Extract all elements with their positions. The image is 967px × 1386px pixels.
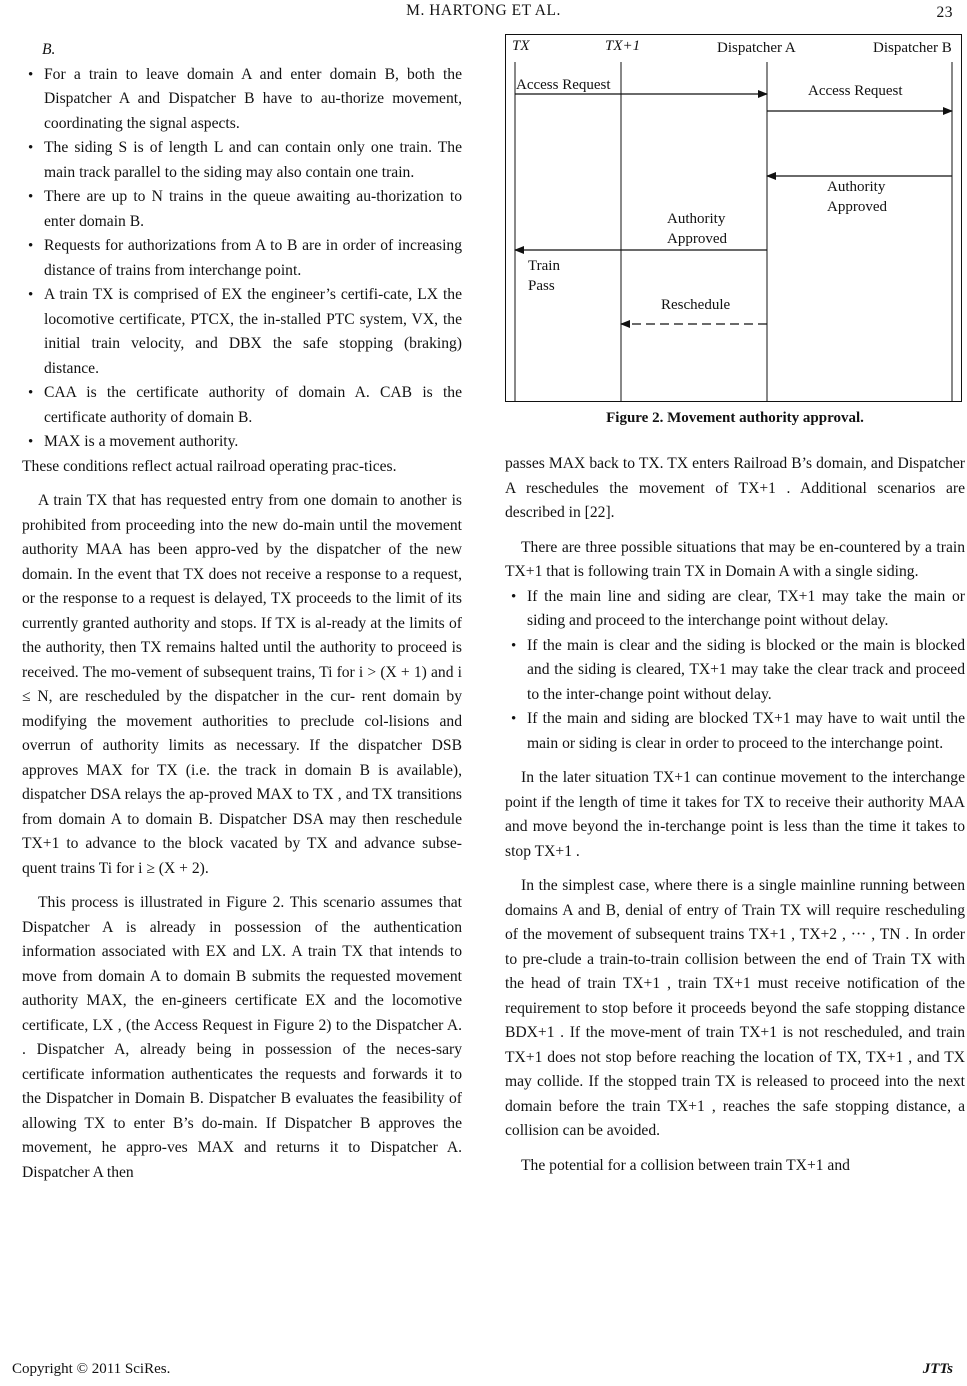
msg-pass: Pass	[528, 278, 555, 294]
continued-text: B.	[42, 41, 56, 58]
lane-label-dispatcher-b: Dispatcher B	[873, 40, 952, 56]
lane-label-tx1: TX+1	[605, 38, 641, 54]
paragraph: This process is illustrated in Figure 2. This scenario assumes that Dispatcher A is already in possession of the authentication information associated with EX and LX. A train TX that intends to move from domain A to domain B submits the requested movement authority MAX, the en-gineers certificate EX and the locomotive certificate, LX , (the Access Request in Figure 2) to the Dispatcher A. . Dispatcher A, already being in possession of the neces-sary certificate information authenticates the requests and forwards it to the Dispatcher in Domain B. Dispatcher B evaluates the feasibility of allowing TX to enter B’s do-main. If Dispatcher B approves the movement, he appro-ves MAX and returns it to Dispatcher A. Dispatcher A then	[22, 894, 462, 1181]
paragraph: These conditions reflect actual railroad operating prac-tices.	[22, 457, 397, 475]
lane-label-tx: TX	[512, 38, 530, 54]
list-item: • The siding S is of length L and can contain only one train. The main track parallel to the siding may also contain one train.	[22, 136, 462, 185]
paragraph: passes MAX back to TX. TX enters Railroad B’s domain, and Dispatcher A reschedules the movement of TX+1 . Additional scenarios are described in [22].	[505, 455, 965, 521]
conditions-list	[22, 63, 462, 455]
paragraph: A train TX that has requested entry from one domain to another is prohibited from proceeding into the new do-main until the movement authority MAA has been appro-ved by the dispatcher of the new domain. In the event that TX does not receive a response to a request, or the response to a request is delayed, TX proceeds to the limit of its currently granted authority and stops. If TX is al-ready at the limits of the authority, then TX remains halted until the authority to proceed is received. The mo-vement of subsequent trains, Ti for i > (X + 1) and i ≤ N, are rescheduled by the dispatcher in the cur- rent domain by modifying the movement authorities to preclude col-lisions and overrun of authority limits as necessary. If the dispatcher DSB approves MAX for TX (i.e. the track in domain B is available), dispatcher DSA relays the ap-proved MAX to TX , and TX transitions from domain A to domain B. Dispatcher DSA may then reschedule TX+1 to advance to the block vacated by TX and advance subse-quent trains Ti for i ≥ (X + 2).	[22, 492, 462, 877]
list-item: • CAA is the certificate authority of domain A. CAB is the certificate authority of domain B.	[22, 381, 462, 430]
list-item: • If the main line and siding are clear, TX+1 may take the main or siding and proceed to the interchange point without delay.	[505, 585, 965, 634]
msg-access-request: Access Request	[516, 77, 611, 93]
msg-reschedule: Reschedule	[661, 297, 731, 313]
msg-authority: Authority	[667, 211, 726, 227]
msg-approved: Approved	[667, 231, 727, 247]
msg-authority: Authority	[827, 179, 886, 195]
left-column	[22, 38, 462, 1185]
paragraph: In the later situation TX+1 can continue movement to the interchange point if the length of time it takes for TX to receive their authority MAA and move beyond the in-terchange point is less than the time it takes to stop TX+1 .	[505, 769, 965, 860]
paragraph: In the simplest case, where there is a single mainline running between domains A and B, denial of entry of Train TX will require rescheduling of the movement of subsequent trains TX+1 , TX+2 , ··· , TN . In order to pre-clude a train-to-train collision between the end of Train TX with the head of train TX+1 , train TX+1 must receive notification of the requirement to stop before it proceeds beyond the safe stopping distance BDX+1 . If the move-ment of train TX+1 is not rescheduled, and train TX+1 does not stop before reaching the location of TX, TX+1 , and TX may collide. If the stopped train TX is released to proceed into the next domain before the train TX+1 , reaches the safe stopping distance, a collision can be avoided.	[505, 877, 965, 1139]
list-item: • There are up to N trains in the queue awaiting au-thorization to enter domain B.	[22, 185, 462, 234]
list-item: • If the main is clear and the siding is blocked or the main is blocked and the siding is cleared, TX+1 may take the clear track and proceed to the inter-change point without delay.	[505, 634, 965, 708]
page-number: 23	[936, 4, 953, 21]
msg-approved: Approved	[827, 199, 887, 215]
list-item: • Requests for authorizations from A to B are in order of increasing distance of trains from interchange point.	[22, 234, 462, 283]
paragraph: The potential for a collision between train TX+1 and	[521, 1156, 850, 1174]
right-column	[505, 452, 965, 1178]
msg-access-request: Access Request	[808, 83, 903, 99]
list-item: • MAX is a movement authority.	[22, 430, 462, 455]
journal-name: JTTs	[922, 1361, 953, 1377]
sequence-diagram	[505, 34, 962, 402]
paragraph: There are three possible situations that may be en-countered by a train TX+1 that is following train TX in Domain A with a single siding.	[505, 538, 965, 580]
figure-caption: Figure 2. Movement authority approval.	[606, 410, 864, 426]
list-item: • If the main and siding are blocked TX+1 may have to wait until the main or siding is clear in order to proceed to the interchange point.	[505, 707, 965, 756]
msg-train: Train	[528, 258, 560, 274]
lane-label-dispatcher-a: Dispatcher A	[717, 40, 796, 56]
copyright-notice: Copyright © 2011 SciRes.	[12, 1361, 171, 1377]
situations-list	[505, 585, 965, 757]
list-item: • A train TX is comprised of EX the engineer’s certifi-cate, LX the locomotive certificate, PTCX, the in-stalled PTC system, VX, the initial train velocity, and DBX the safe stopping (braking) distance.	[22, 283, 462, 381]
list-item: • For a train to leave domain A and enter domain B, both the Dispatcher A and Dispatcher B have to au-thorize movement, coordinating the signal aspects.	[22, 63, 462, 137]
running-header: M. HARTONG ET AL.	[406, 2, 561, 19]
